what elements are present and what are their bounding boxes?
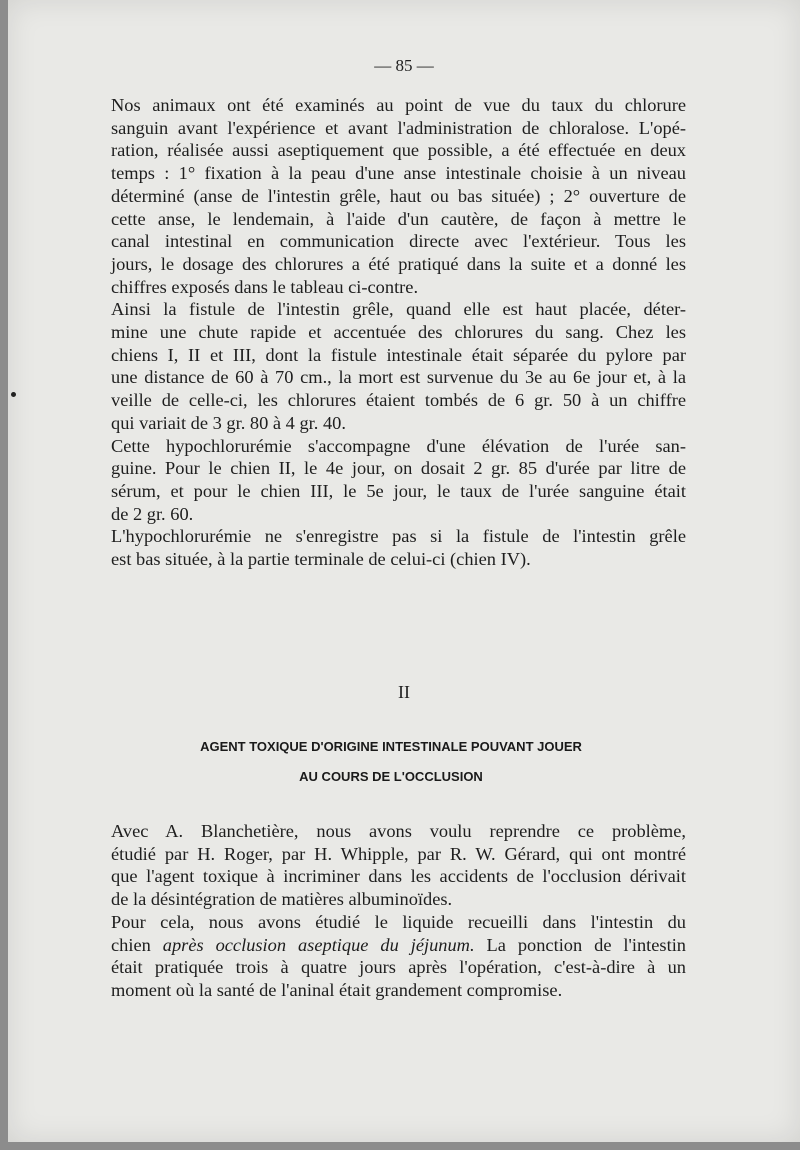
text-line: mine une chute rapide et accentuée des chlorures du sang. Chez les [111, 322, 686, 343]
text-line: Cette hypochlorurémie s'accompagne d'une élévation de l'urée san- [111, 435, 686, 456]
text-block-1 [96, 94, 686, 571]
text-line: veille de celle-ci, les chlorures étaient tombés de 6 gr. 50 à un chiffre [111, 390, 686, 411]
text-line: Ainsi la fistule de l'intestin grêle, quand elle est haut placée, déter- [111, 299, 686, 320]
text-line: déterminé (anse de l'intestin grêle, haut ou bas située) ; 2° ouverture de [111, 185, 686, 206]
text-segment: La ponction de l'intestin [474, 934, 686, 955]
text-line: de la désintégration de matières albuminoïdes. [111, 889, 453, 910]
paragraph-6 [96, 911, 686, 1002]
page-number: — 85 — [374, 56, 434, 75]
text-line: une distance de 60 à 70 cm., la mort est survenue du 3e au 6e jour et, à la [111, 367, 686, 388]
paragraph-5 [96, 820, 686, 911]
text-line: de 2 gr. 60. [111, 503, 194, 524]
text-line: sanguin avant l'expérience et avant l'administration de chloralose. L'opé- [111, 117, 686, 138]
text-line: temps : 1° fixation à la peau d'une anse intestinale choisie à un niveau [111, 163, 686, 184]
document-page [8, 0, 800, 1142]
paragraph-1 [96, 94, 686, 298]
text-line: jours, le dosage des chlorures a été pratiqué dans la suite et a donné les [111, 253, 686, 274]
text-line: guine. Pour le chien II, le 4e jour, on dosait 2 gr. 85 d'urée par litre de [111, 458, 686, 479]
text-line: Avec A. Blanchetière, nous avons voulu reprendre ce problème, [111, 821, 686, 841]
text-line: est bas située, à la partie terminale de celui-ci (chien IV). [111, 549, 531, 570]
text-line: qui variait de 3 gr. 80 à 4 gr. 40. [111, 412, 346, 433]
heading-line-2: AU COURS DE L'OCCLUSION [299, 769, 483, 784]
text-segment: chien [111, 934, 163, 955]
text-line: chiffres exposés dans le tableau ci-contre. [111, 276, 419, 297]
paragraph-4 [96, 525, 686, 570]
text-line: moment où la santé de l'aninal était grandement compromise. [111, 979, 563, 1000]
text-line: L'hypochlorurémie ne s'enregistre pas si la fistule de l'intestin grêle [111, 526, 686, 547]
stray-ink-dot [11, 392, 16, 397]
text-line: canal intestinal en communication directe avec l'extérieur. Tous les [111, 231, 686, 252]
paragraph-2 [96, 298, 686, 434]
text-line: étudié par H. Roger, par H. Whipple, par R. W. Gérard, qui ont montré [111, 843, 686, 864]
italic-phrase: après occlusion aseptique du jéjunum. [162, 934, 475, 955]
text-line: était pratiquée trois à quatre jours après l'opération, c'est-à-dire à un [111, 957, 686, 978]
text-line: Pour cela, nous avons étudié le liquide recueilli dans l'intestin du [111, 911, 686, 932]
text-line: sérum, et pour le chien III, le 5e jour, le taux de l'urée sanguine était [111, 480, 686, 501]
heading-line-1: AGENT TOXIQUE D'ORIGINE INTESTINALE POUVANT JOUER [200, 739, 582, 754]
text-line: que l'agent toxique à incriminer dans les accidents de l'occlusion dérivait [111, 866, 686, 887]
text-block-2 [96, 820, 686, 1002]
text-line: cette anse, le lendemain, à l'aide d'un cautère, de façon à mettre le [111, 208, 686, 229]
section-number: II [398, 682, 410, 702]
text-line: ration, réalisée aussi aseptiquement que possible, a été effectuée en deux [111, 140, 686, 161]
text-line-with-italic [96, 934, 686, 957]
section-heading [96, 732, 686, 792]
text-line: chiens I, II et III, dont la fistule intestinale était séparée du pylore par [111, 344, 686, 365]
paragraph-3 [96, 435, 686, 526]
text-line: Nos animaux ont été examinés au point de vue du taux du chlorure [111, 95, 686, 115]
